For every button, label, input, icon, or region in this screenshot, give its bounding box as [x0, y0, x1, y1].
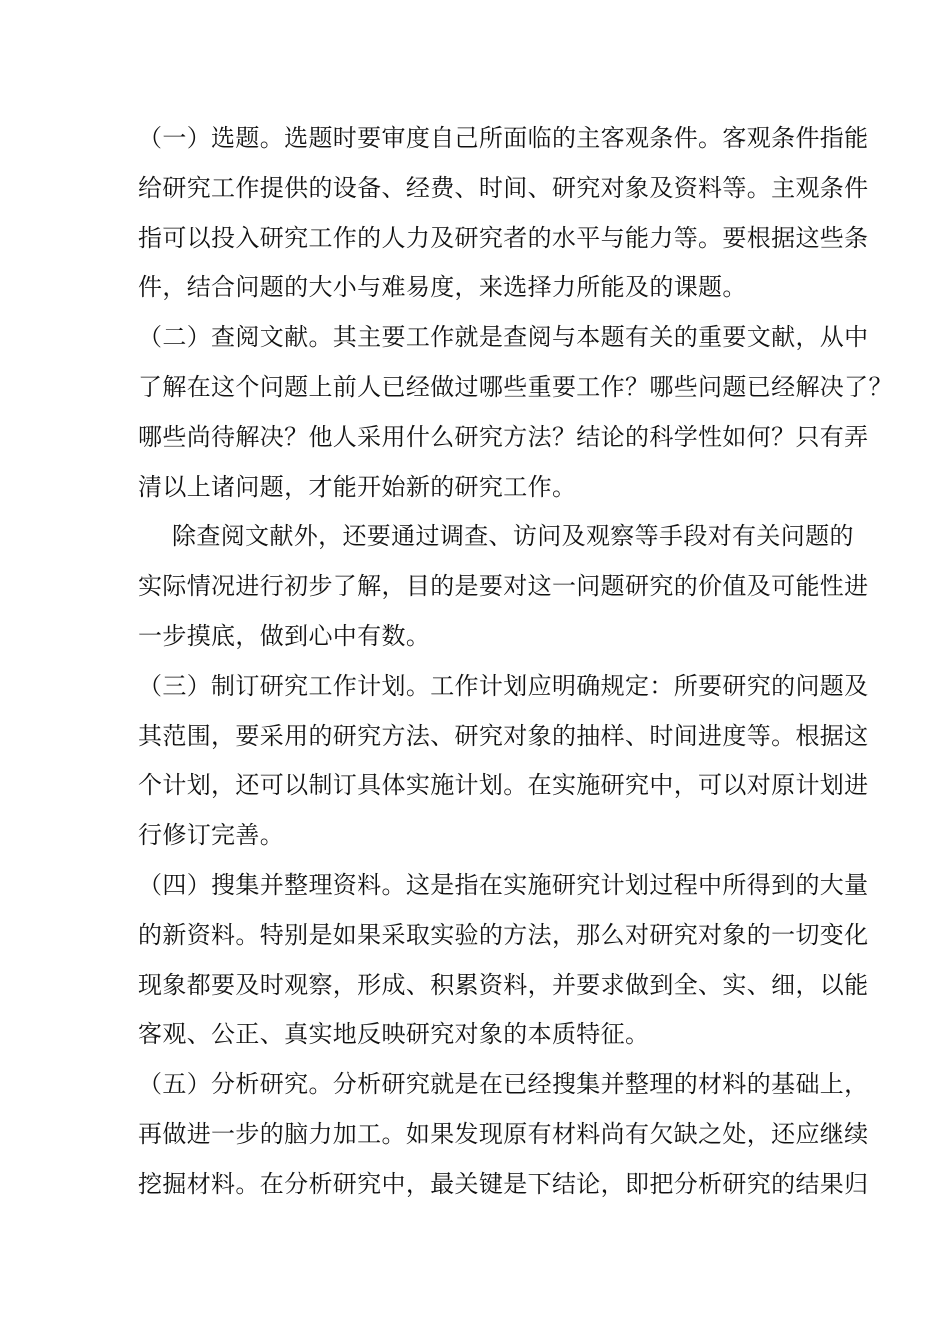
text-line: 一步摸底，做到心中有数。: [138, 621, 431, 650]
paragraph-investigation: [138, 512, 869, 661]
text-line: 了解在这个问题上前人已经做过哪些重要工作？哪些问题已经解决了？: [138, 372, 893, 401]
text-line: 客观、公正、真实地反映研究对象的本质特征。: [138, 1020, 650, 1049]
text-line: 现象都要及时观察，形成、积累资料，并要求做到全、实、细，以能: [138, 970, 869, 999]
text-line: 再做进一步的脑力加工。如果发现原有材料尚有欠缺之处，还应继续: [138, 1119, 869, 1148]
text-line: 除查阅文献外，还要通过调查、访问及观察等手段对有关问题的: [172, 522, 854, 551]
text-line: 指可以投入研究工作的人力及研究者的水平与能力等。要根据这些条: [138, 223, 869, 252]
paragraph-literature-review: [138, 313, 893, 512]
paragraph-analysis: [138, 1060, 869, 1209]
text-line: （二）查阅文献。其主要工作就是查阅与本题有关的重要文献，从中: [138, 323, 869, 352]
text-line: （一）选题。选题时要审度自己所面临的主客观条件。客观条件指能: [138, 124, 869, 152]
text-line: （四）搜集并整理资料。这是指在实施研究计划过程中所得到的大量: [138, 870, 869, 899]
text-line: 清以上诸问题，才能开始新的研究工作。: [138, 472, 577, 501]
text-line: 个计划，还可以制订具体实施计划。在实施研究中，可以对原计划进: [138, 771, 869, 800]
text-line: （三）制订研究工作计划。工作计划应明确规定：所要研究的问题及: [138, 671, 869, 700]
text-line: 行修订完善。: [138, 821, 285, 850]
text-line: 件，结合问题的大小与难易度，来选择力所能及的课题。: [138, 273, 747, 302]
paragraph-data-collection: [138, 861, 869, 1060]
text-line: 哪些尚待解决？他人采用什么研究方法？结论的科学性如何？只有弄: [138, 422, 869, 451]
text-line: 其范围，要采用的研究方法、研究对象的抽样、时间进度等。根据这: [138, 721, 869, 750]
paragraph-selection: [138, 114, 869, 313]
paragraph-research-plan: [138, 662, 869, 861]
text-line: （五）分析研究。分析研究就是在已经搜集并整理的材料的基础上，: [138, 1070, 869, 1099]
text-line: 实际情况进行初步了解，目的是要对这一问题研究的价值及可能性进: [138, 572, 869, 601]
text-line: 挖掘材料。在分析研究中，最关键是下结论，即把分析研究的结果归: [138, 1169, 869, 1198]
text-line: 给研究工作提供的设备、经费、时间、研究对象及资料等。主观条件: [138, 173, 869, 202]
text-line: 的新资料。特别是如果采取实验的方法，那么对研究对象的一切变化: [138, 920, 869, 949]
document-body: [138, 114, 893, 1210]
